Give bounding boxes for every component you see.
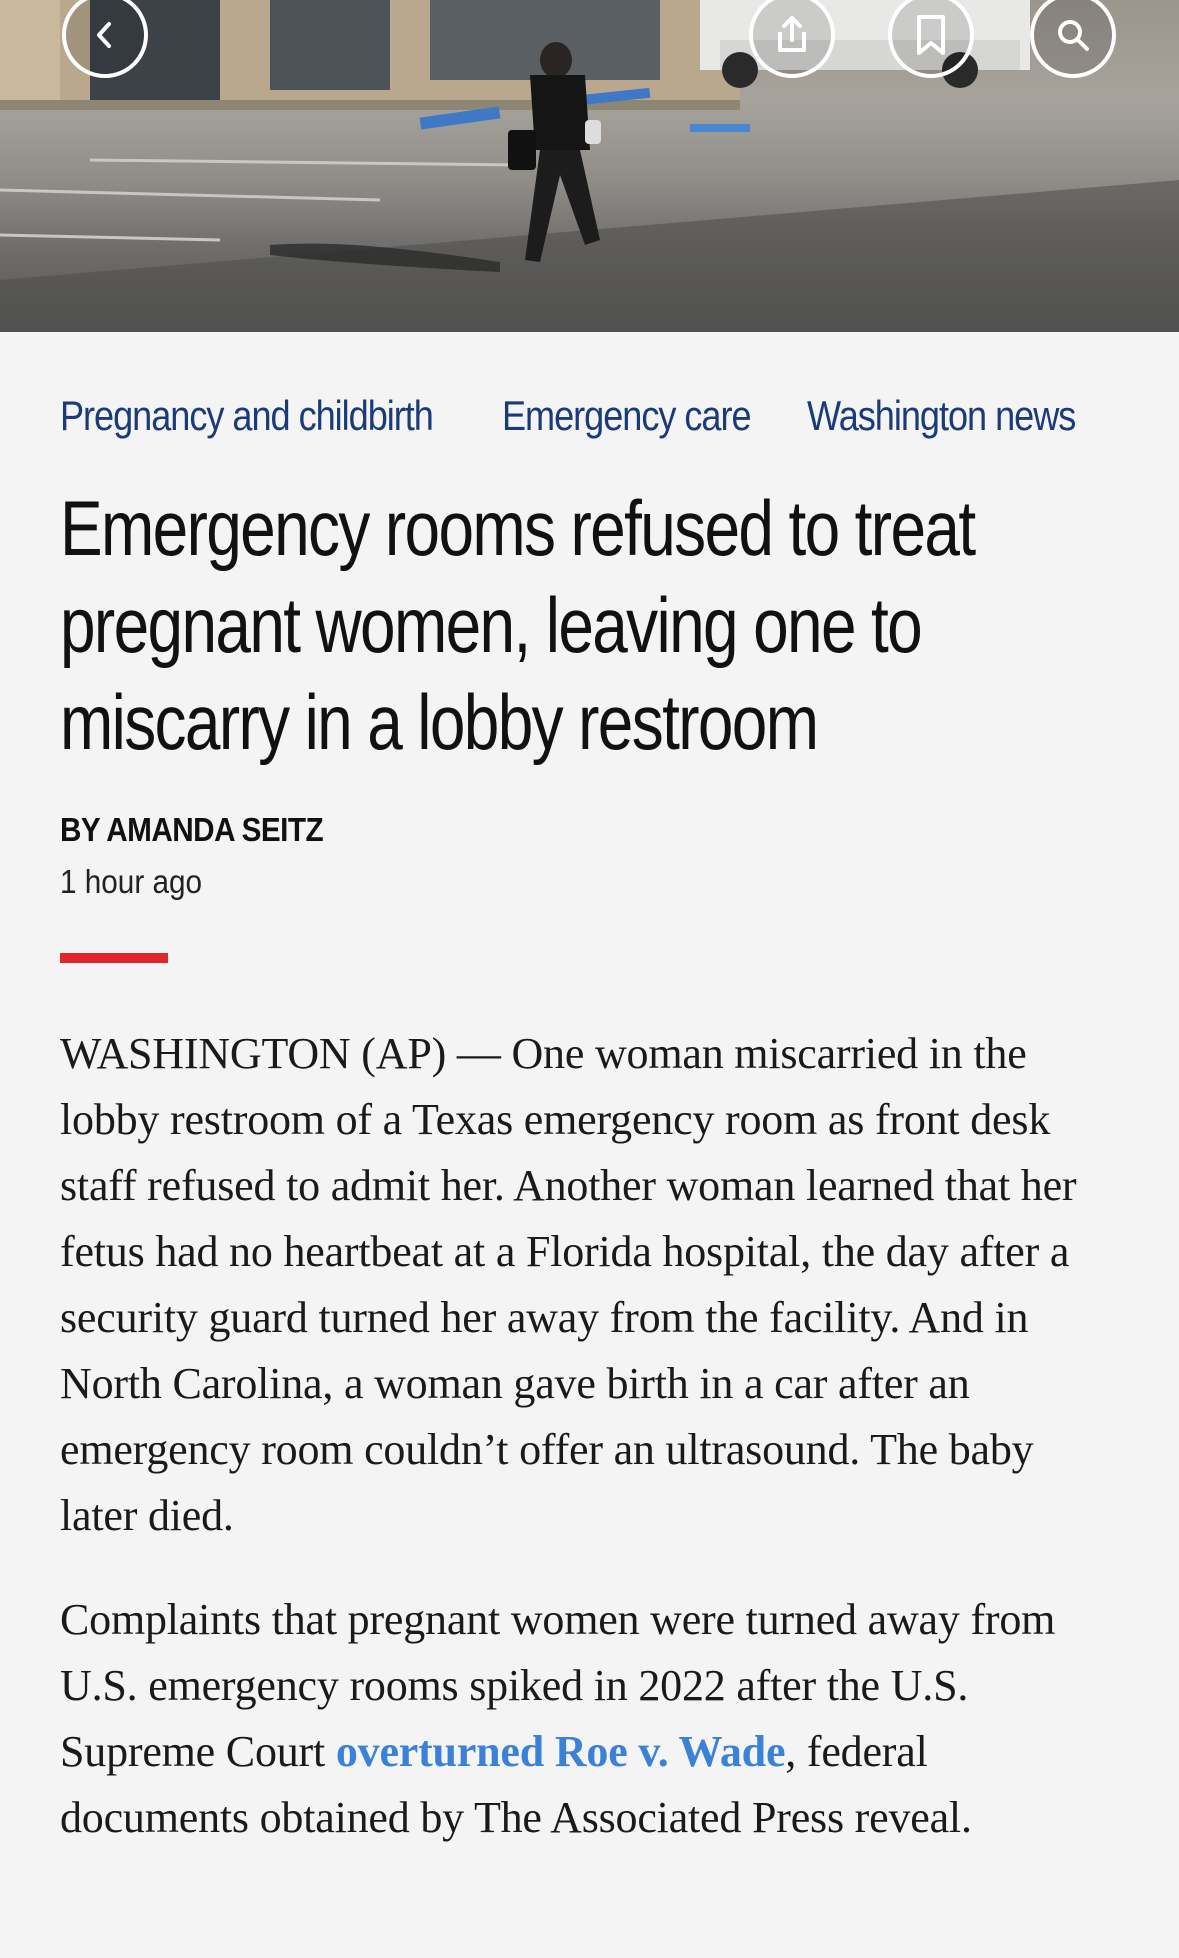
article-content: [0, 392, 1179, 1851]
red-divider: [60, 953, 168, 963]
timestamp: 1 hour ago: [60, 863, 203, 900]
topic-tags: [60, 392, 1119, 440]
article-body: [60, 1021, 1119, 1851]
hero-image: [0, 0, 1179, 332]
bookmark-icon: [913, 13, 949, 57]
parking-lot-photo: [0, 0, 1179, 332]
headline: Emergency rooms refused to treat pregnant women, leaving one to miscarry in a lobby restroom: [60, 484, 975, 766]
paragraph-1: WASHINGTON (AP) — One woman miscarried in the lobby restroom of a Texas emergency room as front desk staff refused to admit her. Another woman learned that her fetus had no heartbeat at a Florida hospital, the day after a security guard turned her away from the facility. And in North Carolina, a woman gave birth in a car after an emergency room couldn’t offer an ultrasound. The baby later died.: [60, 1029, 1077, 1540]
tag-emergency-care[interactable]: Emergency care: [501, 392, 751, 439]
search-icon: [1055, 17, 1091, 53]
share-icon: [771, 14, 813, 56]
roe-v-wade-link[interactable]: overturned Roe v. Wade: [335, 1727, 786, 1776]
tag-pregnancy-childbirth[interactable]: Pregnancy and childbirth: [60, 392, 433, 439]
byline: BY AMANDA SEITZ: [60, 811, 324, 848]
paragraph-2-text-after: , federal documents obtained by The Associated Press reveal.: [60, 1727, 972, 1842]
paragraph-2: [60, 1587, 1119, 1851]
chevron-left-icon: [90, 20, 120, 50]
tag-washington-news[interactable]: Washington news: [806, 392, 1075, 439]
paragraph-2-text-before: Complaints that pregnant women were turned away from U.S. emergency rooms spiked in 2022 after the U.S. Supreme Court: [60, 1595, 1056, 1776]
